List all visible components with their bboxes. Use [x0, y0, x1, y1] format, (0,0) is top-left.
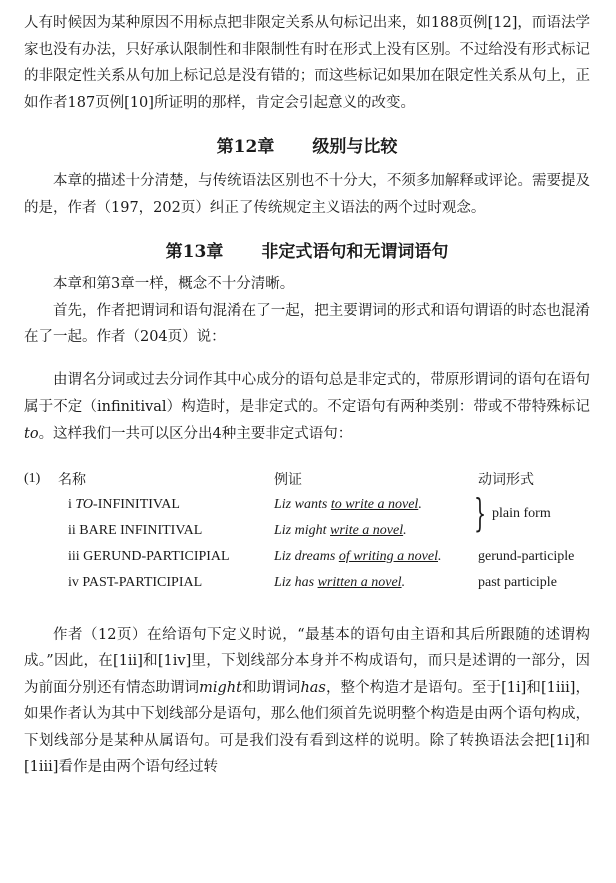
brace-group [474, 492, 574, 544]
brace-label: plain form [492, 505, 551, 521]
header-name: 名称 [58, 472, 86, 488]
paragraph-chapter-12: 本章的描述十分清楚，与传统语法区别也不十分大，不须多加解释或评论。需要提及的是，作者（197，202页）纠正了传统规定主义语法的两个过时观念。 [24, 173, 590, 216]
row-name: iv PAST-PARTICIPIAL [68, 574, 203, 590]
chapter-13-title: 非定式语句和无谓词语句 [261, 242, 449, 262]
table-header-row [24, 466, 574, 492]
chapter-13-heading [24, 239, 590, 265]
table-row [24, 570, 574, 596]
row-verb-form: gerund-participle [478, 548, 575, 564]
row-verb-form: past participle [478, 574, 557, 590]
chapter-13-number: 第13章 [165, 242, 224, 262]
chapter-12-heading [24, 134, 590, 160]
chapter-12-title: 级别与比较 [312, 137, 398, 157]
paragraph-chapter-13-intro: 本章和第3章一样，概念不十分清晰。 [53, 276, 295, 292]
table-row [24, 492, 574, 518]
row-name: ii BARE INFINITIVAL [68, 522, 203, 538]
row-example: Liz has written a novel. [274, 574, 406, 590]
row-name: iii GERUND-PARTICIPIAL [68, 548, 230, 564]
quote-to-marker: to [24, 425, 39, 442]
chapter-12-number: 第12章 [216, 137, 275, 157]
header-example: 例证 [274, 472, 302, 488]
paragraph-chapter-13-first: 首先，作者把谓词和语句混淆在了一起，把主要谓词的形式和语句谓语的时态也混淆在了一起。作者（204页）说： [24, 302, 590, 345]
row-example: Liz dreams of writing a novel. [274, 548, 442, 564]
quote-text-a: 由谓名分词或过去分词作其中心成分的语句总是非定式的，带原形谓词的语句在语句属于不定（infinitival）构造时，是非定式的。不定语句有两种类别：带或不带特殊标记 [24, 371, 590, 415]
example-label: (1) [24, 470, 41, 486]
example-table [24, 466, 574, 596]
header-verb-form: 动词形式 [478, 472, 534, 488]
row-example: Liz wants to write a novel. [274, 496, 422, 512]
table-row [24, 544, 574, 570]
row-example: Liz might write a novel. [274, 522, 407, 538]
right-brace-icon: } [474, 490, 487, 535]
row-name: i TO-INFINITIVAL [68, 496, 180, 512]
paragraph-analysis: 作者（12页）在给语句下定义时说，“最基本的语句由主语和其后所跟随的述谓构成。”因此，在[1ii]和[1iv]里，下划线部分本身并不构成语句，而只是述谓的一部分，因为前面分别还有情态助谓词might和助谓词has，整个构造才是语句。至于[1i]和[1iii]，如果作者认为其中下划线部分是语句，那么他们须首先说明整个构造是由两个语句构成，下划线部分是某种从属语句。可是我们没有看到这样的说明。除了转换语法会把[1i]和[1iii]看作是由两个语句经过转 [24, 626, 590, 775]
quote-text-b: 。这样我们一共可以区分出4种主要非定式语句： [38, 425, 353, 442]
paragraph-relative-clauses: 人有时候因为某种原因不用标点把非限定关系从句标记出来，如188页例[12]，而语法学家也没有办法，只好承认限制性和非限制性有时在形式上没有区别。不过给没有形式标记的非限定性关系从句加上标记总是没有错的；而这些标记如果加在限定性关系从句上，正如作者187页例[10]所证明的那样，肯定会引起意义的改变。 [24, 15, 590, 111]
block-quote [24, 367, 590, 448]
